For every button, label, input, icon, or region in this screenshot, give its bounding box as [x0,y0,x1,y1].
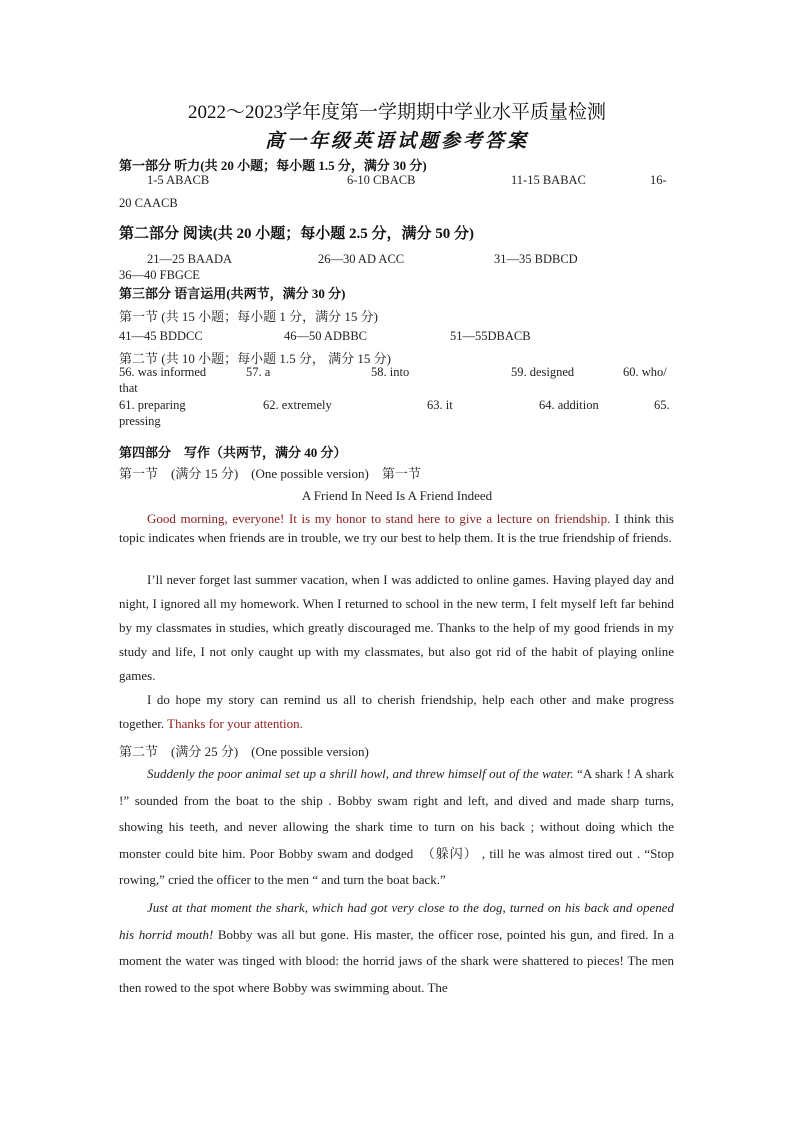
part1-answer-6-10: 6-10 CBACB [347,173,416,187]
essay-greeting: Good morning, everyone! It is my honor to stand here to give a lecture on friendship. [147,511,611,526]
part1-answer-16-20-start: 16- [650,173,667,187]
part1-answer-1-5: 1-5 ABACB [147,173,210,187]
story-paragraph-1-text: “A shark ! A shark !” sounded from the boat to the ship . Bobby swam right and left, and dived and made sharp turns, showing his teeth, and never allowing the shark time to turn on his back ; without doing which the monster could bite him. Poor Bobby swam and dodged （躲闪） , till he was almost tired out . “Stop rowing,” cried the officer to the men “ and turn the boat back.” [119,766,675,887]
story-paragraph-2 [119,895,674,1001]
page-subtitle: 高一年级英语试题参考答案 [264,131,529,152]
answer-65-end: pressing [119,414,161,428]
essay-paragraph-3 [119,688,674,736]
answer-65-start: 65. [654,398,670,412]
essay-title: A Friend In Need Is A Friend Indeed [301,488,493,503]
answer-62: 62. extremely [263,398,332,412]
answer-60-start: 60. who/ [623,365,667,379]
answer-63: 63. it [427,398,453,412]
part1-answer-11-15: 11-15 BABAC [511,173,586,187]
part2-answer-26-30: 26—30 AD ACC [318,252,405,266]
story-paragraph-1 [119,761,674,894]
essay-paragraph-3-text: I do hope my story can remind us all to cherish friendship, help each other and make progress together. [119,692,674,731]
page-title: 2022～2023学年度第一学期期中学业水平质量检测 [187,102,606,123]
part2-header: 第二部分 阅读(共 20 小题；每小题 2.5 分，满分 50 分) [119,226,474,242]
answer-57: 57. a [246,365,271,379]
part3-answer-51-55: 51—55DBACB [450,329,531,343]
part4-header: 第四部分 写作（共两节，满分 40 分） [119,445,347,460]
part3-section1-header: 第一节 (共 15 小题；每小题 1 分，满分 15 分) [119,309,378,324]
story-paragraph-2-text: Bobby was all but gone. His master, the officer rose, pointed his gun, and fired. In a moment the water was tinged with blood: the horrid jaws of the shark were shattered to pieces! The men then rowed to the spot where Bobby was swimming about. The [119,926,674,995]
part3-section2-header: 第二节 (共 10 小题；每小题 1.5 分， 满分 15 分) [119,351,391,366]
part4-section1-header: 第一节 (满分 15 分) (One possible version) 第一节 [119,466,421,481]
part2-answer-36-40: 36—40 FBGCE [119,268,200,282]
part2-answer-21-25: 21—25 BAADA [147,252,233,266]
part1-header: 第一部分 听力(共 20 小题；每小题 1.5 分，满分 30 分) [119,158,427,173]
story-given-second-opening: Just at that moment the shark, which had got very close to the dog, turned on his back and opened his horrid mouth! [119,900,674,942]
story-given-opening: Suddenly the poor animal set up a shrill howl, and threw himself out of the water. [147,766,574,781]
essay-paragraph-1 [119,509,674,547]
part3-header: 第三部分 语言运用(共两节，满分 30 分) [119,286,346,301]
answer-64: 64. addition [539,398,599,412]
essay-closing: Thanks for your attention. [167,716,303,731]
essay-paragraph-2: I’ll never forget last summer vacation, when I was addicted to online games. Having played day and night, I ignored all my homework. When I returned to school in the new term, I felt myself left far behind by my classmates in studies, which greatly discouraged me. Thanks to the help of my good friends in my study and life, I not only caught up with my classmates, but also got rid of the habit of playing online games. [119,572,674,683]
essay-paragraph-1-text: I think this topic indicates when friends are in trouble, we try our best to help them. It is the true friendship of friends. [119,511,674,545]
part4-section2-header: 第二节 (满分 25 分) (One possible version) [119,744,369,759]
part1-answer-16-20-end: 20 CAACB [119,196,178,210]
part3-answer-41-45: 41—45 BDDCC [119,329,203,343]
answer-58: 58. into [371,365,410,379]
part2-answer-31-35: 31—35 BDBCD [494,252,578,266]
answer-59: 59. designed [511,365,575,379]
answer-60-end: that [119,381,138,395]
answer-61: 61. preparing [119,398,186,412]
answer-56: 56. was informed [119,365,207,379]
part3-answer-46-50: 46—50 ADBBC [284,329,368,343]
